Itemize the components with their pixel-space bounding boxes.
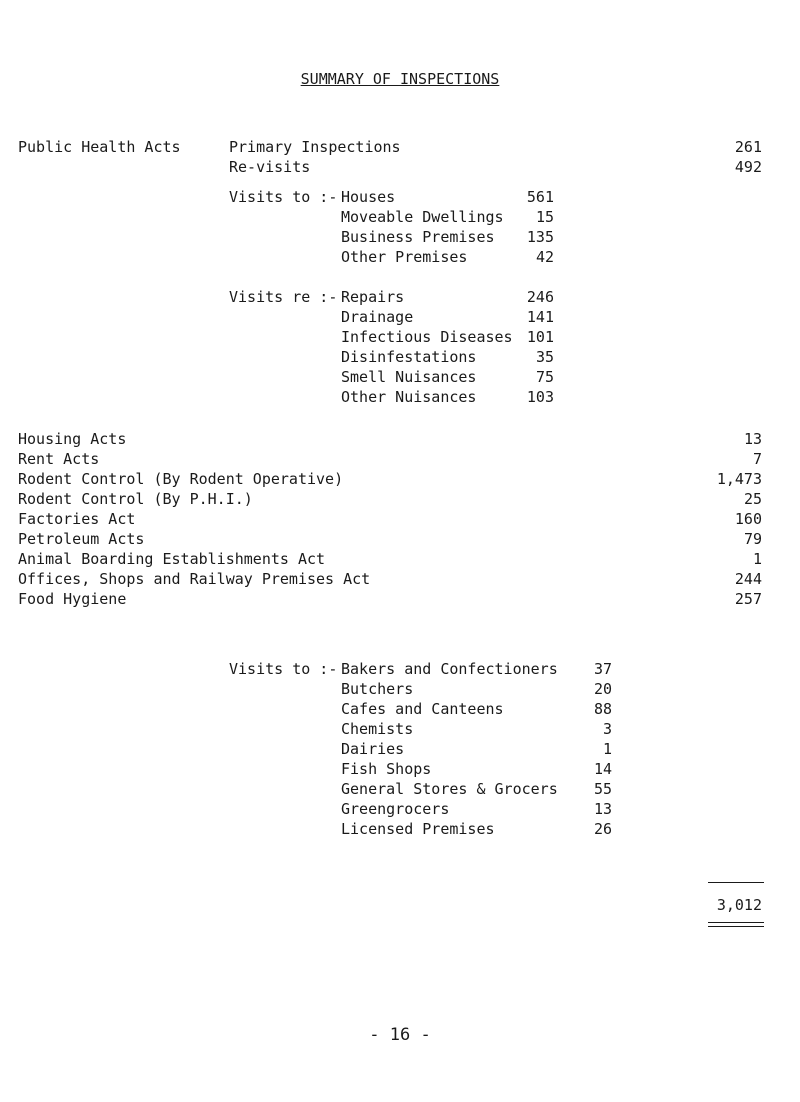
visit-re-repairs-label: Repairs (341, 288, 405, 306)
visit-re-other-label: Other Nuisances (341, 388, 477, 406)
act-food-hygiene-label: Food Hygiene (18, 590, 127, 608)
act-housing-label: Housing Acts (18, 430, 127, 448)
visit-to-houses-label: Houses (341, 188, 396, 206)
food-visit-dairies-label: Dairies (341, 740, 405, 758)
visit-re-disinfestations-label: Disinfestations (341, 348, 477, 366)
food-visit-bakers-value: 37 (593, 660, 612, 678)
act-rent-label: Rent Acts (18, 450, 100, 468)
act-housing-value: 13 (743, 430, 762, 448)
food-visit-licensed-label: Licensed Premises (341, 820, 495, 838)
food-visit-bakers-label: Bakers and Confectioners (341, 660, 558, 678)
food-visit-fish-label: Fish Shops (341, 760, 432, 778)
visit-re-disinfestations-value: 35 (535, 348, 554, 366)
food-visit-greengrocers-value: 13 (593, 800, 612, 818)
act-food-hygiene-value: 257 (734, 590, 762, 608)
visit-re-smell-value: 75 (535, 368, 554, 386)
visit-to-moveable-label: Moveable Dwellings (341, 208, 504, 226)
food-visit-butchers-label: Butchers (341, 680, 414, 698)
act-rodent-operative-label: Rodent Control (By Rodent Operative) (18, 470, 344, 488)
act-offices-shops-label: Offices, Shops and Railway Premises Act (18, 570, 371, 588)
food-visit-butchers-value: 20 (593, 680, 612, 698)
food-visit-cafes-label: Cafes and Canteens (341, 700, 504, 718)
grand-total: 3,012 (716, 896, 762, 914)
food-visit-general-value: 55 (593, 780, 612, 798)
food-visit-fish-value: 14 (593, 760, 612, 778)
food-visit-licensed-value: 26 (593, 820, 612, 838)
act-rodent-phi-label: Rodent Control (By P.H.I.) (18, 490, 253, 508)
visits-re-label: Visits re :- (229, 288, 338, 306)
visit-re-other-value: 103 (526, 388, 554, 406)
visit-to-houses-value: 561 (526, 188, 554, 206)
visit-re-repairs-value: 246 (526, 288, 554, 306)
act-factories-label: Factories Act (18, 510, 136, 528)
food-visit-chemists-value: 3 (602, 720, 612, 738)
visit-re-infectious-value: 101 (526, 328, 554, 346)
food-visit-cafes-value: 88 (593, 700, 612, 718)
public-health-heading: Public Health Acts (18, 138, 181, 156)
total-rule-bottom-2 (708, 926, 764, 927)
page-title: SUMMARY OF INSPECTIONS (300, 70, 500, 88)
visit-re-drainage-label: Drainage (341, 308, 414, 326)
visit-to-other-value: 42 (535, 248, 554, 266)
primary-inspections-total: 261 (734, 138, 762, 156)
act-petroleum-label: Petroleum Acts (18, 530, 145, 548)
revisits-label: Re-visits (229, 158, 311, 176)
food-visit-greengrocers-label: Greengrocers (341, 800, 450, 818)
act-rent-value: 7 (752, 450, 762, 468)
total-rule-top (708, 882, 764, 883)
act-rodent-operative-value: 1,473 (716, 470, 762, 488)
act-factories-value: 160 (734, 510, 762, 528)
visit-re-drainage-value: 141 (526, 308, 554, 326)
visit-to-moveable-value: 15 (535, 208, 554, 226)
revisits-total: 492 (734, 158, 762, 176)
visit-re-infectious-label: Infectious Diseases (341, 328, 513, 346)
page-number: - 16 - (369, 1025, 431, 1045)
act-rodent-phi-value: 25 (743, 490, 762, 508)
act-petroleum-value: 79 (743, 530, 762, 548)
visit-to-business-label: Business Premises (341, 228, 495, 246)
act-animal-boarding-value: 1 (752, 550, 762, 568)
visits-to-label: Visits to :- (229, 188, 338, 206)
food-visits-label: Visits to :- (229, 660, 338, 678)
act-offices-shops-value: 244 (734, 570, 762, 588)
food-visit-chemists-label: Chemists (341, 720, 414, 738)
primary-inspections-label: Primary Inspections (229, 138, 401, 156)
act-animal-boarding-label: Animal Boarding Establishments Act (18, 550, 326, 568)
visit-to-business-value: 135 (526, 228, 554, 246)
food-visit-dairies-value: 1 (602, 740, 612, 758)
visit-to-other-label: Other Premises (341, 248, 468, 266)
food-visit-general-label: General Stores & Grocers (341, 780, 558, 798)
visit-re-smell-label: Smell Nuisances (341, 368, 477, 386)
total-rule-bottom-1 (708, 922, 764, 923)
